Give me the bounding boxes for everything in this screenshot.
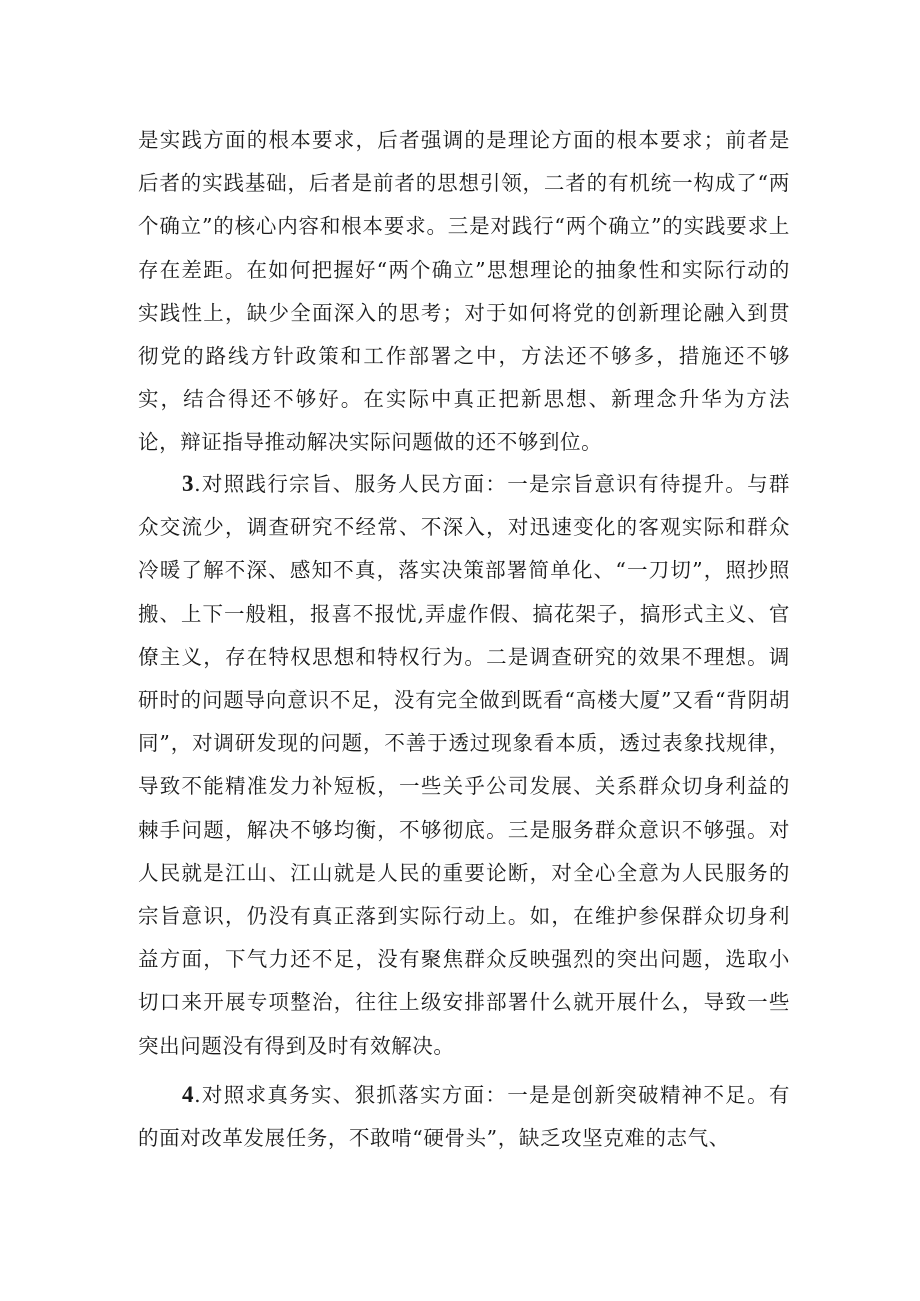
paragraph-text: .对照求真务实、狠抓落实方面：一是是创新突破精神不足。有的面对改革发展任务，不敢啃“硬骨头”，缺乏攻坚克难的志气、: [138, 1083, 790, 1151]
paragraph-continuation: [138, 119, 790, 465]
paragraph-item-4: [138, 1073, 790, 1160]
paragraph-item-3: [138, 462, 790, 1068]
paragraph-text: .对照践行宗旨、服务人民方面：一是宗旨意识有待提升。与群众交流少，调查研究不经常、不深入，对迅速变化的客观实际和群众冷暖了解不深、感知不真，落实决策部署简单化、“一刀切”，照抄照搬、上下一般粗，报喜不报忧,弄虚作假、搞花架子，搞形式主义、官僚主义，存在特权思想和特权行为。二是调查研究的效果不理想。调研时的问题导向意识不足，没有完全做到既看“高楼大厦”又看“背阴胡同”，对调研发现的问题，不善于透过现象看本质，透过表象找规律，导致不能精准发力补短板，一些关乎公司发展、关系群众切身利益的棘手问题，解决不够均衡，不够彻底。三是服务群众意识不够强。对人民就是江山、江山就是人民的重要论断，对全心全意为人民服务的宗旨意识，仍没有真正落到实际行动上。如，在维护参保群众切身利益方面，下气力还不足，没有聚焦群众反映强烈的突出问题，选取小切口来开展专项整治，往往上级安排部署什么就开展什么，导致一些突出问题没有得到及时有效解决。: [138, 472, 790, 1058]
paragraph-number: 4: [182, 1082, 195, 1107]
paragraph-text: 是实践方面的根本要求，后者强调的是理论方面的根本要求；前者是后者的实践基础，后者是前者的思想引领，二者的有机统一构成了“两个确立”的核心内容和根本要求。三是对践行“两个确立”的实践要求上存在差距。在如何把握好“两个确立”思想理论的抽象性和实际行动的实践性上，缺少全面深入的思考；对于如何将党的创新理论融入到贯彻党的路线方针政策和工作部署之中，方法还不够多，措施还不够实，结合得还不够好。在实际中真正把新思想、新理念升华为方法论，辩证指导推动解决实际问题做的还不够到位。: [138, 128, 790, 455]
paragraph-number: 3: [182, 471, 195, 496]
paragraph-body: [138, 1073, 790, 1160]
paragraph-body: [138, 462, 790, 1068]
